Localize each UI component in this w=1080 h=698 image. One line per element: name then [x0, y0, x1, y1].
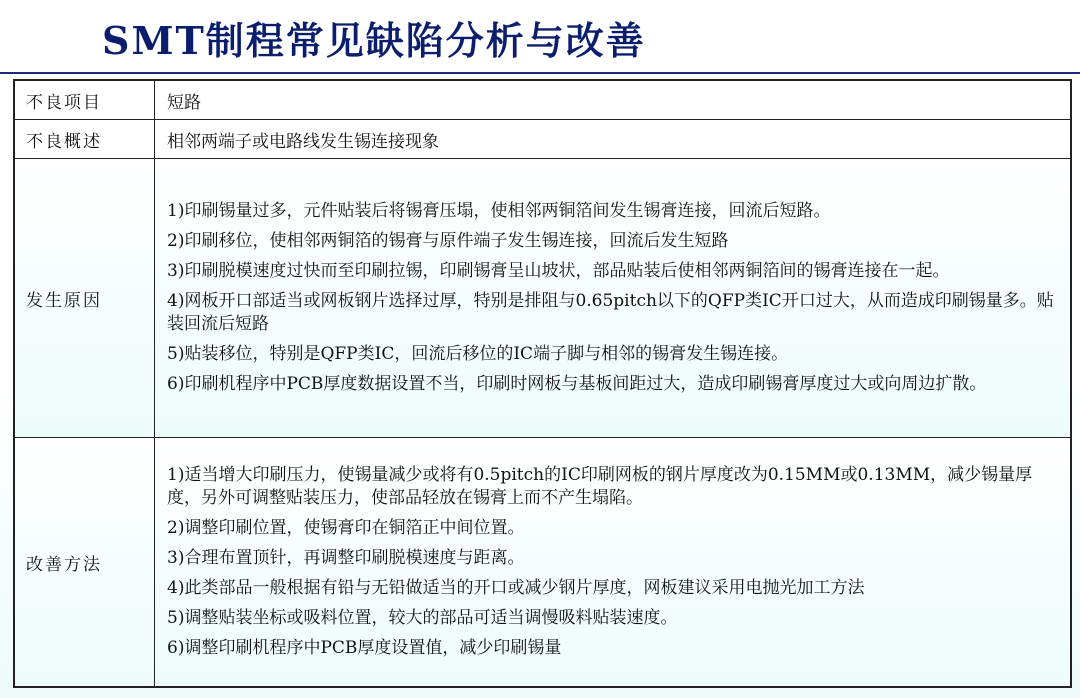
row-label: 不良项目 — [14, 80, 155, 120]
cause-item: 2)印刷移位，使相邻两铜箔的锡膏与原件端子发生锡连接，回流后发生短路 — [167, 231, 729, 251]
cause-item: 4)网板开口部适当或网板钢片选择过厚，特别是排阻与0.65pitch以下的QFP类IC开口过大，从而造成印刷锡量多。贴装回流后短路 — [167, 291, 1054, 334]
title-underline — [0, 72, 1080, 74]
table-row-defect-item — [14, 80, 1071, 120]
cause-item: 5)贴装移位，特别是QFP类IC，回流后移位的IC端子脚与相邻的锡膏发生锡连接。 — [167, 344, 789, 364]
table-row-improvements — [14, 438, 1071, 688]
cause-item: 3)印刷脱模速度过快而至印刷拉锡，印刷锡膏呈山坡状，部品贴装后使相邻两铜箔间的锡膏连接在一起。 — [167, 261, 950, 281]
cause-list — [155, 159, 1072, 438]
cause-item: 6)印刷机程序中PCB厚度数据设置不当，印刷时网板与基板间距过大，造成印刷锡膏厚度过大或向周边扩散。 — [167, 374, 987, 394]
improvement-item: 6)调整印刷机程序中PCB厚度设置值，减少印刷锡量 — [167, 638, 562, 658]
improvement-item: 3)合理布置顶针，再调整印刷脱模速度与距离。 — [167, 548, 525, 568]
row-value: 短路 — [155, 80, 1072, 120]
page-title: SMT制程常见缺陷分析与改善 — [102, 18, 646, 63]
row-label: 不良概述 — [14, 120, 155, 159]
improvement-list — [155, 438, 1072, 688]
improvement-item: 5)调整贴装坐标或吸料位置，较大的部品可适当调慢吸料贴装速度。 — [167, 608, 678, 628]
cause-item: 1)印刷锡量过多，元件贴装后将锡膏压塌，使相邻两铜箔间发生锡膏连接，回流后短路。 — [167, 201, 831, 221]
row-label: 改善方法 — [14, 438, 155, 688]
improvement-item: 2)调整印刷位置，使锡膏印在铜箔正中间位置。 — [167, 518, 525, 538]
row-value: 相邻两端子或电路线发生锡连接现象 — [155, 120, 1072, 159]
table-row-causes — [14, 159, 1071, 438]
improvement-item: 1)适当增大印刷压力，使锡量减少或将有0.5pitch的IC印刷网板的钢片厚度改为0.15MM或0.13MM，减少锡量厚度，另外可调整贴装压力，使部品轻放在锡膏上而不产生塌陷。 — [167, 465, 1033, 508]
row-label: 发生原因 — [14, 159, 155, 438]
improvement-item: 4)此类部品一般根据有铅与无铅做适当的开口或减少钢片厚度，网板建议采用电抛光加工方法 — [167, 578, 865, 598]
table-row-defect-summary — [14, 120, 1071, 159]
defect-analysis-table — [13, 79, 1072, 688]
